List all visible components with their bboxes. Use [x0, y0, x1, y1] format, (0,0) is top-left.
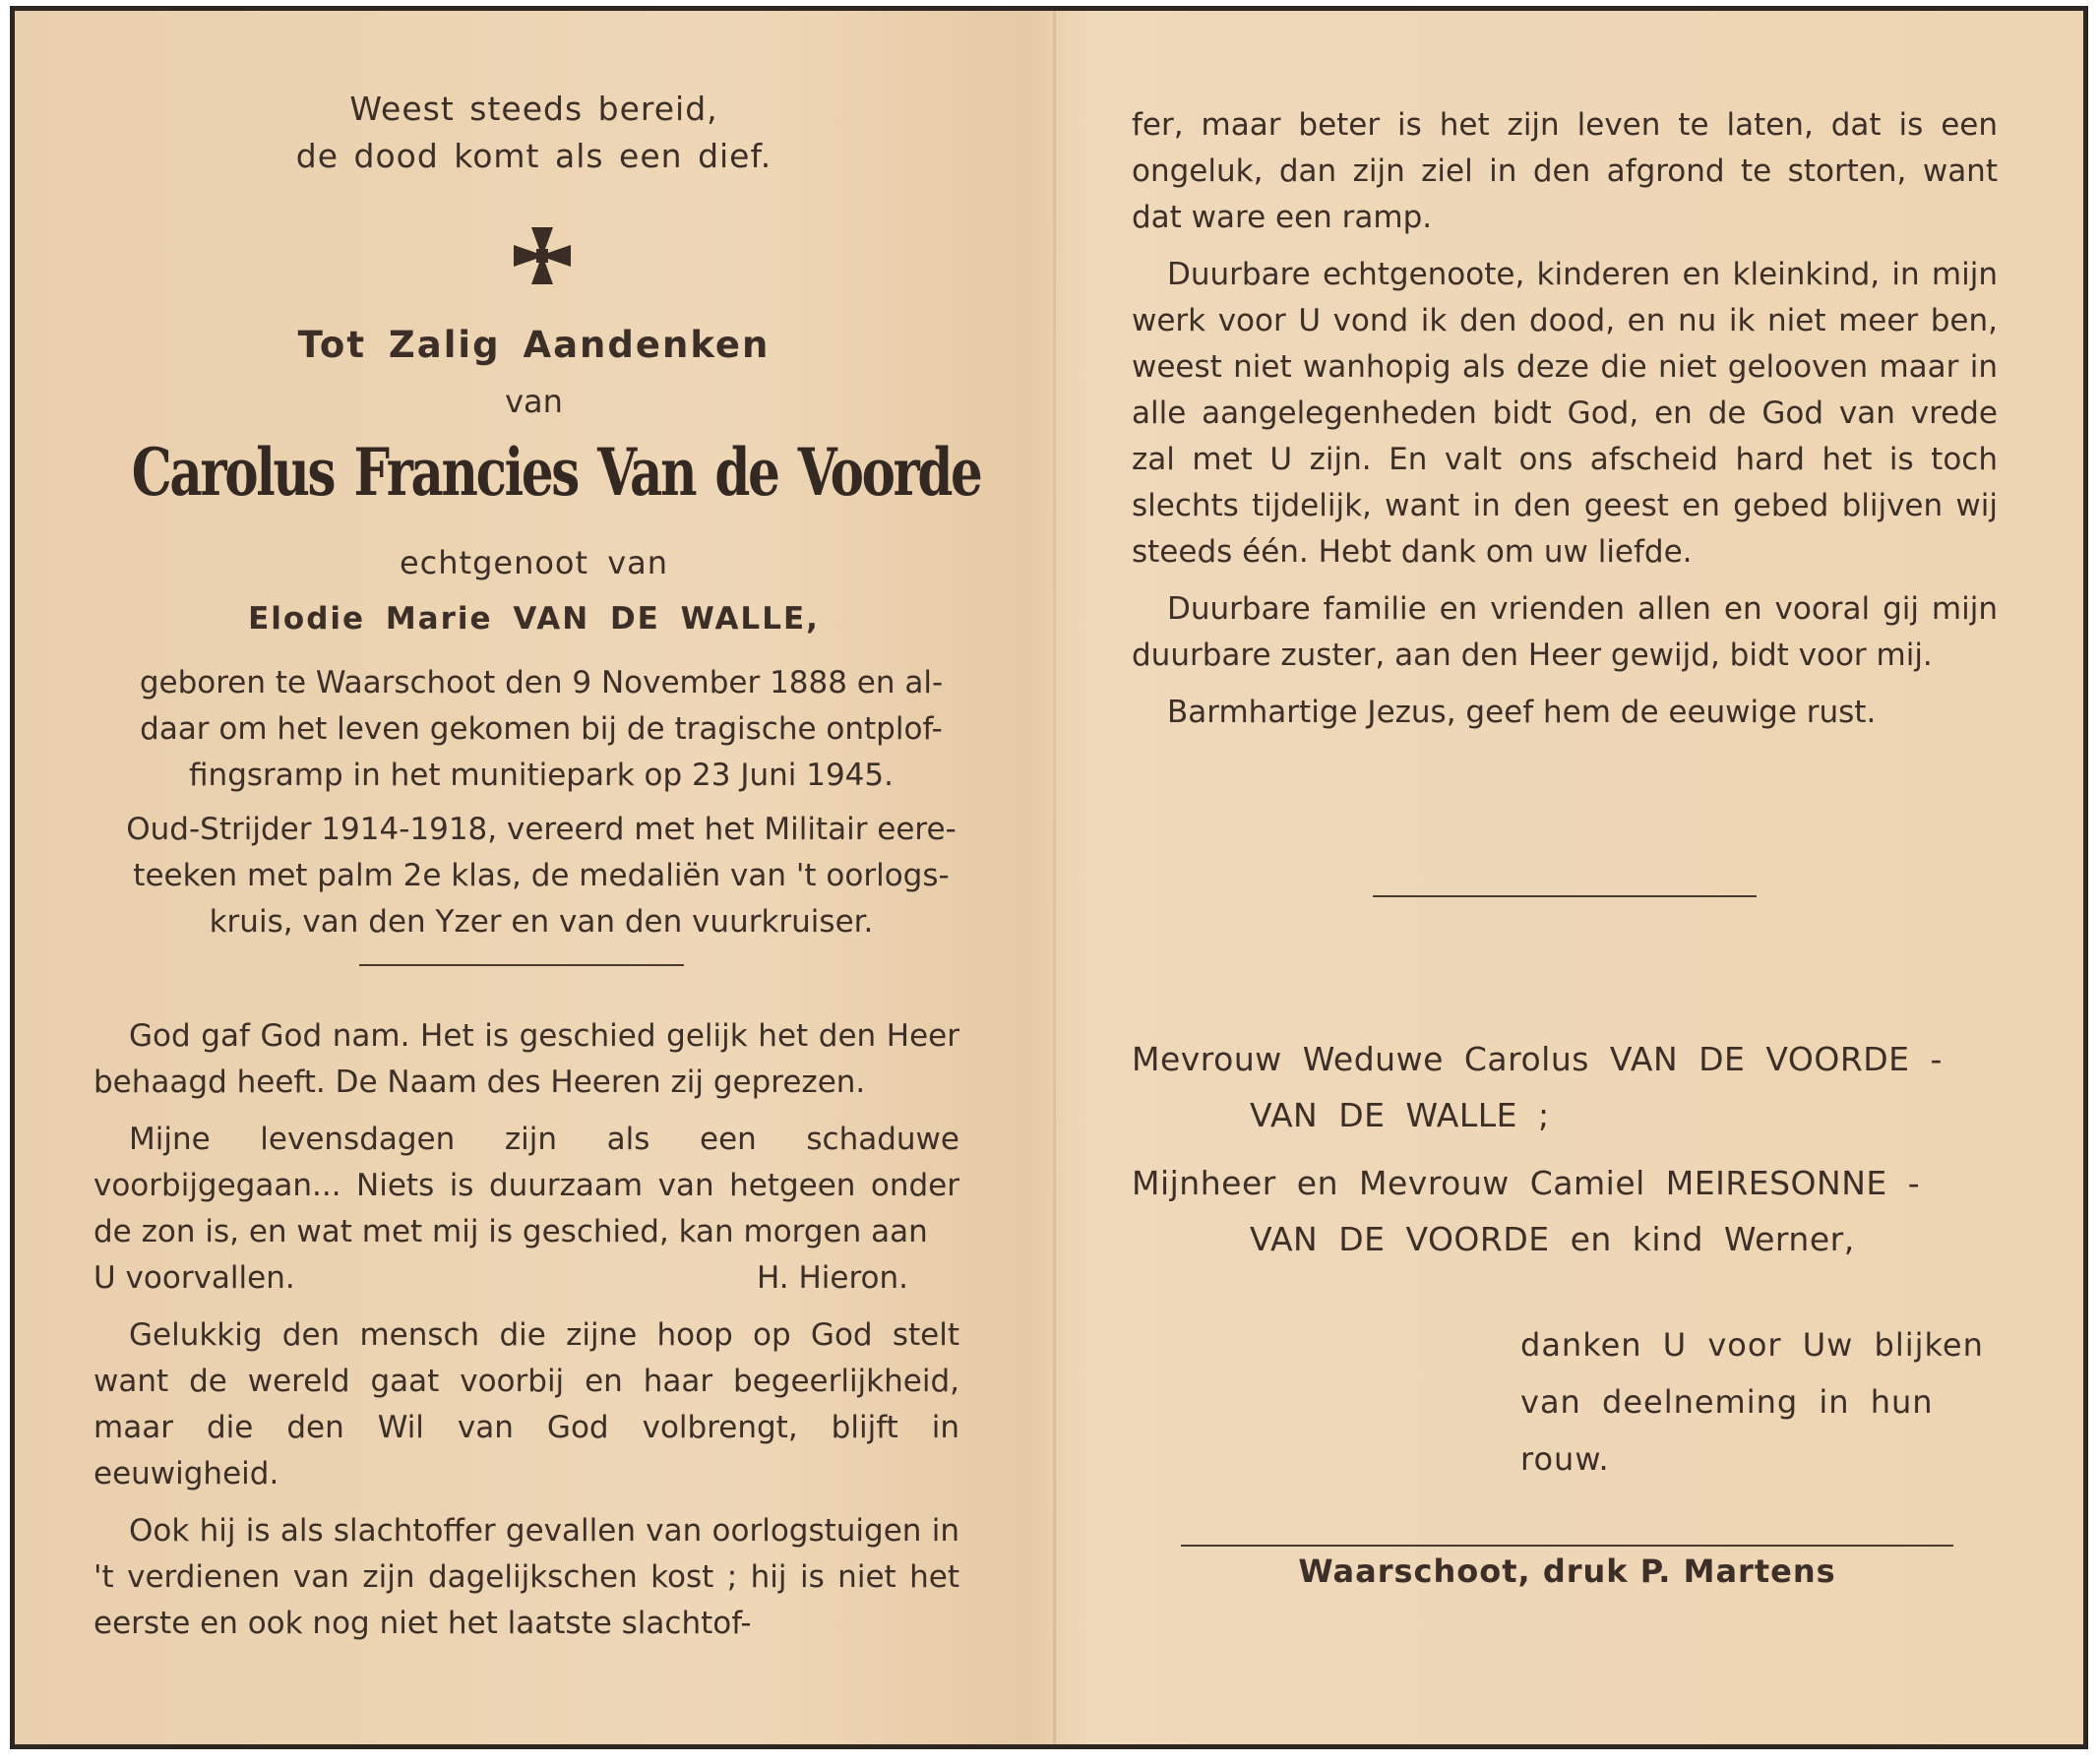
bio-line: fingsramp in het munitiepark op 23 Juni 1945.	[189, 758, 894, 793]
paragraph: Mijne levensdagen zijn als een schaduwe voorbijgegaan... Niets is duurzaam van hetgeen onder de zon is, en wat met mij is geschied, kan morgen aan	[93, 1122, 959, 1249]
motto-line: Weest steeds bereid,	[349, 90, 718, 128]
title: Tot Zalig Aandenken	[297, 324, 771, 366]
paragraph: fer, maar beter is het zijn leven te laten, dat is een ongeluk, dan zijn ziel in den afgrond te storten, want dat ware een ramp.	[1132, 107, 1998, 235]
family-entry-line: VAN DE VOORDE en kind Werner,	[1250, 1220, 1855, 1258]
veteran-info	[108, 807, 974, 945]
family-list	[1132, 1031, 2017, 1279]
divider-left	[359, 964, 684, 966]
right-body-text	[1132, 102, 1998, 747]
divider-right	[1373, 895, 1757, 897]
paragraph: Gelukkig den mensch die zijne hoop op God stelt want de wereld gaat voorbij en haar begeerlijkheid, maar die den Wil van God volbrengt, blijft in eeuwigheid.	[93, 1317, 959, 1491]
veteran-line: teeken met palm 2e klas, de medaliën van 't oorlogs-	[133, 858, 950, 893]
family-entry-line: Mevrouw Weduwe Carolus VAN DE VOORDE -	[1132, 1040, 1943, 1078]
bio-line: daar om het leven gekomen bij de tragische ontplof-	[140, 711, 943, 747]
birth-death-info	[108, 660, 974, 799]
printer-credit: Waarschoot, druk P. Martens	[1298, 1552, 1836, 1590]
spouse-name: Elodie Marie VAN DE WALLE,	[248, 601, 820, 637]
bio-line: geboren te Waarschoot den 9 November 1888 en al-	[139, 665, 944, 700]
family-entry-line: VAN DE WALLE ;	[1250, 1096, 1550, 1134]
iron-cross-icon	[510, 221, 575, 290]
veteran-line: kruis, van den Yzer en van den vuurkruiser.	[209, 904, 874, 940]
thanks-text	[1520, 1316, 2012, 1488]
veteran-line: Oud-Strijder 1914-1918, vereerd met het Militair eere-	[126, 812, 957, 847]
printer-divider	[1181, 1545, 1953, 1547]
family-entry-line: Mijnheer en Mevrouw Camiel MEIRESONNE -	[1132, 1164, 1921, 1202]
thanks-line: danken U voor Uw blijken	[1520, 1326, 1984, 1364]
paragraph: Ook hij is als slachtoffer gevallen van oorlogstuigen in 't verdienen van zijn dagelijkschen kost ; hij is niet het eerste en ook nog niet het laatste slachtof-	[93, 1513, 959, 1641]
motto-line: de dood komt als een dief.	[295, 137, 772, 175]
paragraph: Duurbare familie en vrienden allen en vooral gij mijn duurbare zuster, aan den Heer gewijd, bidt voor mij.	[1132, 591, 1998, 673]
thanks-line: rouw.	[1520, 1440, 1610, 1478]
deceased-name: Carolus Francies Van de Voorde	[131, 434, 981, 511]
quote-signature-line	[93, 1255, 959, 1302]
quote-source: H. Hieron.	[756, 1260, 908, 1296]
paragraph: Duurbare echtgenoote, kinderen en kleinkind, in mijn werk voor U vond ik den dood, en nu ik niet meer ben, weest niet wanhopig als deze die niet gelooven maar in alle aangelegenheden bidt God, en de God van vrede zal met U zijn. En valt ons afscheid hard het is toch slechts tijdelijk, want in den geest en gebed blijven wij steeds één. Hebt dank om uw liefde.	[1132, 257, 1998, 570]
van-line: van	[505, 383, 563, 420]
motto	[15, 86, 1053, 180]
paragraph: God gaf God nam. Het is geschied gelijk het den Heer behaagd heeft. De Naam des Heeren zij geprezen.	[93, 1018, 959, 1100]
left-body-text	[93, 1013, 959, 1658]
thanks-line: van deelneming in hun	[1520, 1383, 1934, 1421]
paragraph: Barmhartige Jezus, geef hem de eeuwige rust.	[1167, 695, 1877, 730]
quote-end: U voorvallen.	[93, 1260, 295, 1296]
spouse-label: echtgenoot van	[399, 544, 669, 581]
